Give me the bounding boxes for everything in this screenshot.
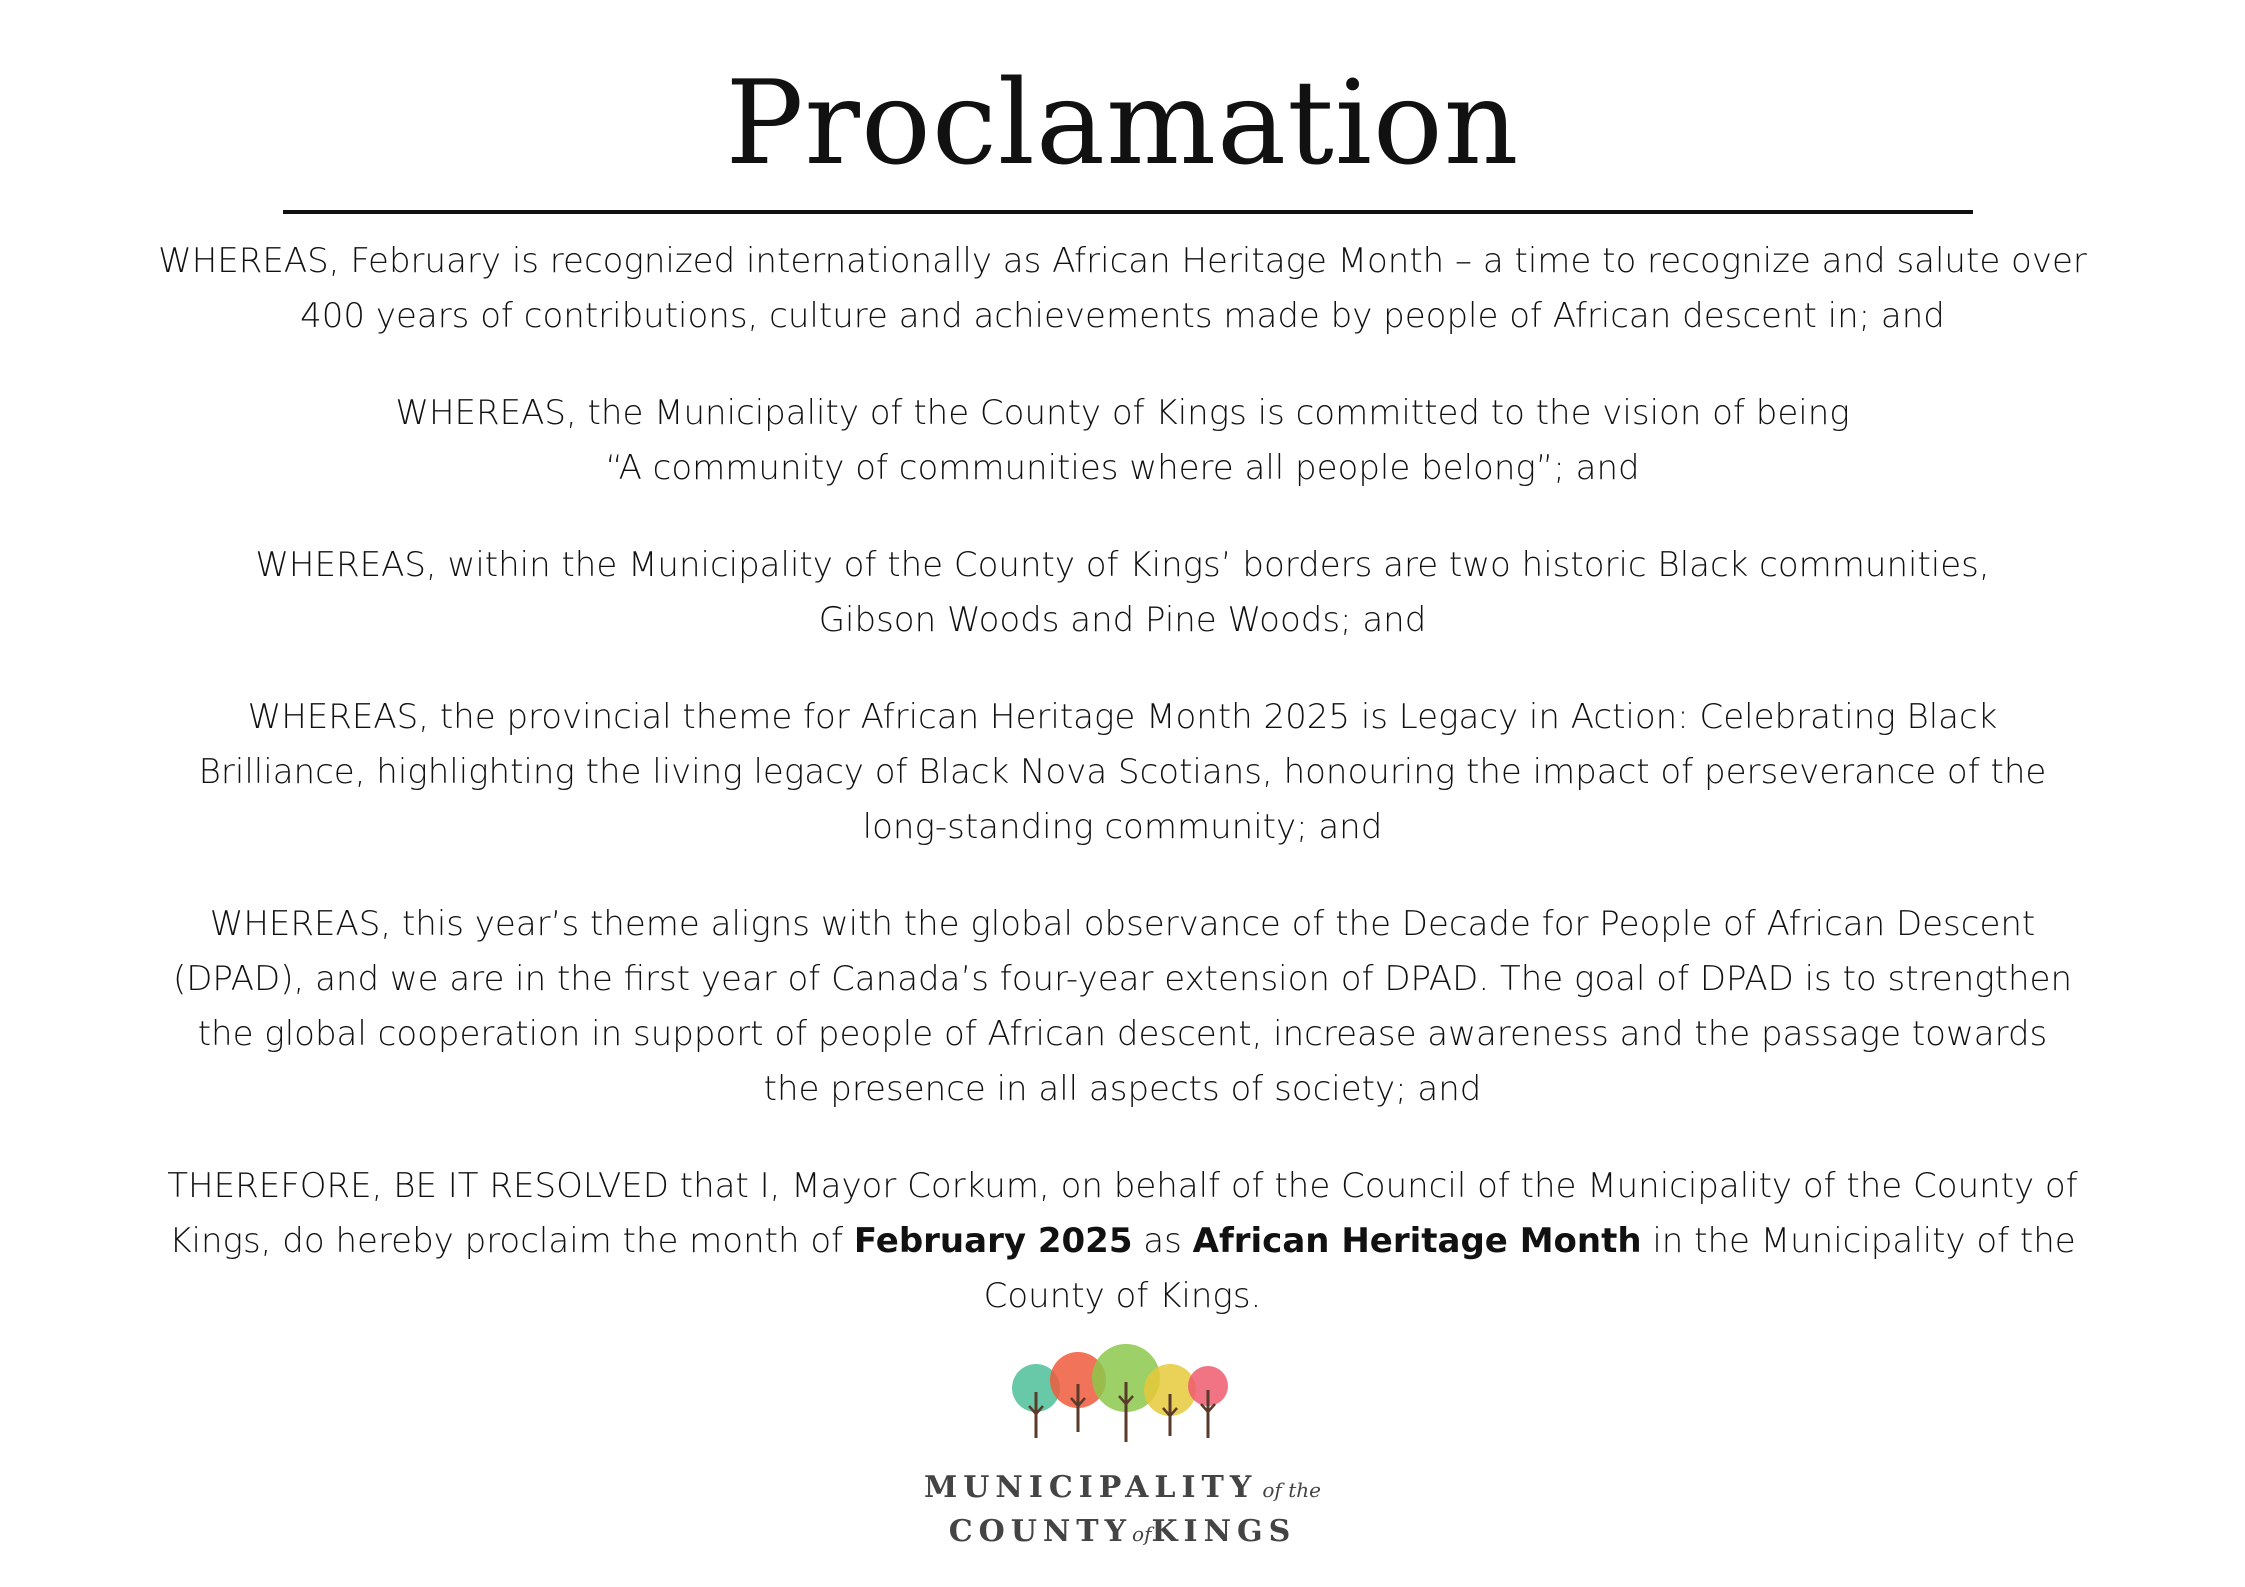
text-line: the global cooperation in support of people of African descent, increase awareness and the passage towards xyxy=(197,1014,2048,1054)
text-line: (DPAD), and we are in the first year of Canada’s four-year extension of DPAD. The goal of DPAD is to strengthen xyxy=(172,959,2073,999)
text-line: 400 years of contributions, culture and achievements made by people of African descent in; and xyxy=(300,296,1945,336)
text-line: WHEREAS, this year’s theme aligns with the global observance of the Decade for People of African Descent xyxy=(209,904,2036,944)
logo-line-2 xyxy=(0,1512,2245,1556)
proclaimed-month: February 2025 xyxy=(853,1221,1133,1261)
text-segment: in the Municipality of the xyxy=(1641,1221,2076,1261)
text-line: WHEREAS, the Municipality of the County of Kings is committed to the vision of being xyxy=(395,393,1850,433)
logo-wordmark xyxy=(0,1468,2245,1556)
whereas-paragraph-2 xyxy=(150,386,2095,496)
whereas-paragraph-5 xyxy=(150,897,2095,1117)
title-divider xyxy=(283,210,1973,214)
text-line xyxy=(150,1214,2095,1269)
text-line: Brilliance, highlighting the living legacy of Black Nova Scotians, honouring the impact of perseverance of the xyxy=(198,752,2047,792)
text-line: Gibson Woods and Pine Woods; and xyxy=(818,600,1427,640)
text-line: “A community of communities where all people belong”; and xyxy=(605,448,1640,488)
text-segment: as xyxy=(1132,1221,1193,1261)
proclamation-body xyxy=(150,234,2095,1366)
logo-small-word: of the xyxy=(1262,1478,1321,1502)
text-line: THEREFORE, BE IT RESOLVED that I, Mayor Corkum, on behalf of the Council of the Municipality of the County of xyxy=(167,1166,2078,1206)
logo-word: MUNICIPALITY xyxy=(924,1470,1258,1505)
whereas-paragraph-1 xyxy=(150,234,2095,344)
text-line: WHEREAS, the provincial theme for African Heritage Month 2025 is Legacy in Action: Celebrating Black xyxy=(247,697,1998,737)
whereas-paragraph-3 xyxy=(150,538,2095,648)
text-line: County of Kings. xyxy=(983,1276,1262,1316)
logo-word: COUNTY xyxy=(948,1514,1133,1549)
text-line: long-standing community; and xyxy=(862,807,1383,847)
municipality-logo xyxy=(0,1340,2245,1556)
text-line: WHEREAS, within the Municipality of the County of Kings’ borders are two historic Black communities, xyxy=(255,545,1990,585)
logo-small-word: of xyxy=(1132,1522,1152,1546)
text-line: WHEREAS, February is recognized internationally as African Heritage Month – a time to recognize and salute over xyxy=(158,241,2087,281)
whereas-paragraph-4 xyxy=(150,690,2095,855)
logo-word: KINGS xyxy=(1151,1514,1297,1549)
page-title: Proclamation xyxy=(725,56,1520,191)
text-line: the presence in all aspects of society; and xyxy=(763,1069,1482,1109)
resolution-paragraph xyxy=(150,1159,2095,1324)
logo-line-1 xyxy=(0,1468,2245,1512)
text-segment: Kings, do hereby proclaim the month of xyxy=(169,1221,854,1261)
trees-logo-icon xyxy=(1008,1340,1238,1450)
proclaimed-observance: African Heritage Month xyxy=(1192,1221,1642,1261)
